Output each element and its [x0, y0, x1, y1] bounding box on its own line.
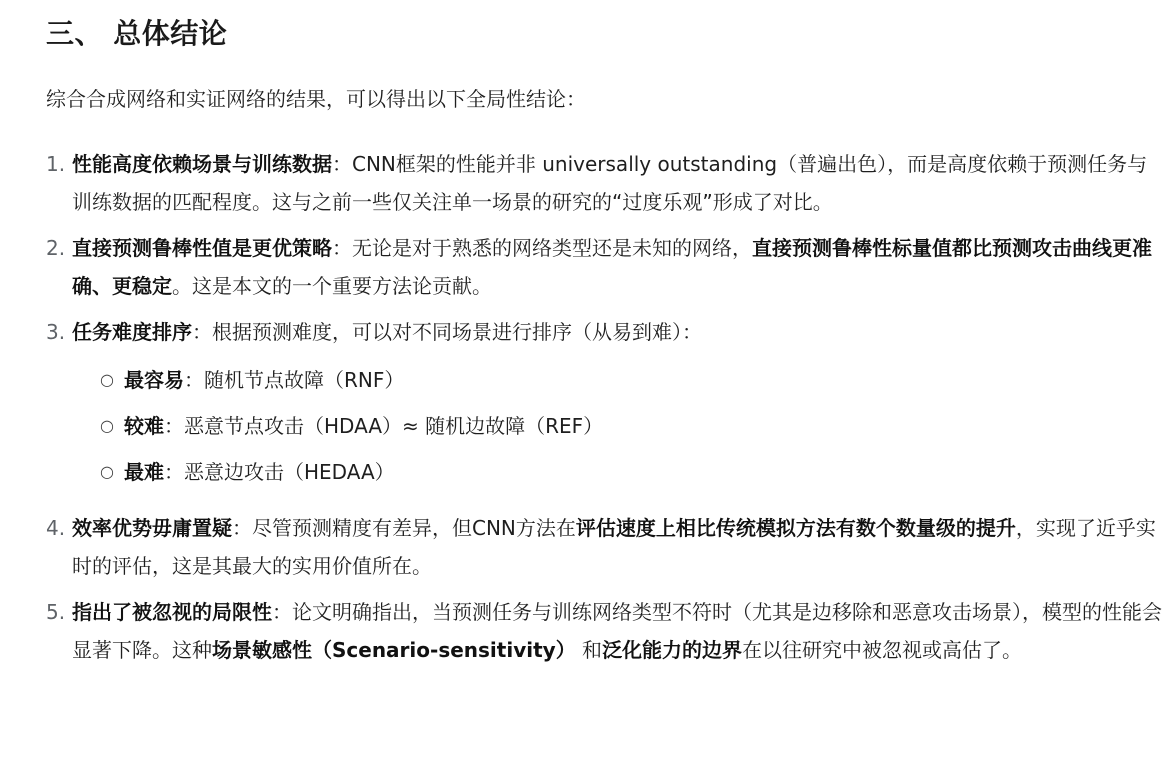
list-number: 1. [46, 152, 66, 176]
list-item [46, 509, 1166, 585]
sublist-item [100, 361, 1166, 399]
sublist-item [100, 407, 1166, 445]
item-emphasis: 场景敏感性（Scenario-sensitivity） [212, 638, 576, 662]
hollow-circle-bullet-icon: ○ [100, 370, 114, 389]
conclusion-list [46, 145, 1166, 677]
item-title: 指出了被忽视的局限性 [72, 600, 272, 624]
item-body: ：尽管预测精度有差异，但CNN方法在 [232, 516, 576, 540]
sublist-text: ：随机节点故障（RNF） [184, 368, 405, 392]
list-item-text [72, 229, 1166, 305]
list-number: 5. [46, 600, 66, 624]
item-emphasis: 评估速度上相比传统模拟方法有数个数量级的提升 [575, 516, 1016, 540]
list-number: 3. [46, 320, 66, 344]
difficulty-sublist [100, 361, 1166, 491]
list-item [46, 145, 1166, 221]
list-number: 4. [46, 516, 66, 540]
list-item-text [72, 313, 1166, 501]
list-number: 2. [46, 236, 66, 260]
list-item [46, 593, 1166, 669]
item-body: ：无论是对于熟悉的网络类型还是未知的网络， [332, 236, 752, 260]
hollow-circle-bullet-icon: ○ [100, 416, 114, 435]
item-body: 。这是本文的一个重要方法论贡献。 [172, 274, 492, 298]
sublist-item [100, 453, 1166, 491]
sublist-label: 最难 [124, 460, 164, 484]
item-body: ：论文明确指出，当预测任务与训练网络类型不符时（尤其是边移除和恶意攻击场景），模型的性能会显著下降。这种 [72, 600, 1162, 662]
item-body: ：根据预测难度，可以对不同场景进行排序（从易到难）： [192, 320, 702, 344]
sublist-label: 较难 [124, 414, 164, 438]
sublist-label: 最容易 [124, 368, 184, 392]
item-emphasis: 直接预测鲁棒性标量值都比预测攻击曲线更准确、更稳定 [72, 236, 1152, 298]
hollow-circle-bullet-icon: ○ [100, 462, 114, 481]
item-body: 在以往研究中被忽视或高估了。 [742, 638, 1023, 662]
item-emphasis: 泛化能力的边界 [602, 638, 743, 662]
list-item-text [72, 593, 1166, 669]
item-title: 任务难度排序 [72, 320, 192, 344]
sublist-text: ：恶意节点攻击（HDAA）≈ 随机边故障（REF） [164, 414, 604, 438]
item-title: 效率优势毋庸置疑 [72, 516, 232, 540]
list-item-text [72, 509, 1166, 585]
item-title: 直接预测鲁棒性值是更优策略 [72, 236, 332, 260]
list-item [46, 313, 1166, 501]
item-title: 性能高度依赖场景与训练数据 [72, 152, 332, 176]
item-body: 和 [575, 638, 603, 662]
item-body: ，实现了近乎实时的评估，这是其最大的实用价值所在。 [72, 516, 1156, 578]
intro-paragraph: 综合合成网络和实证网络的结果，可以得出以下全局性结论： [46, 87, 586, 111]
sublist-text: ：恶意边攻击（HEDAA） [164, 460, 395, 484]
list-item-text [72, 145, 1166, 221]
list-item [46, 229, 1166, 305]
section-heading: 三、 总体结论 [46, 17, 228, 50]
item-body: ：CNN框架的性能并非 universally outstanding（普遍出色），而是高度依赖于预测任务与训练数据的匹配程度。这与之前一些仅关注单一场景的研究的“过度乐观”形成了对比。 [72, 152, 1148, 214]
